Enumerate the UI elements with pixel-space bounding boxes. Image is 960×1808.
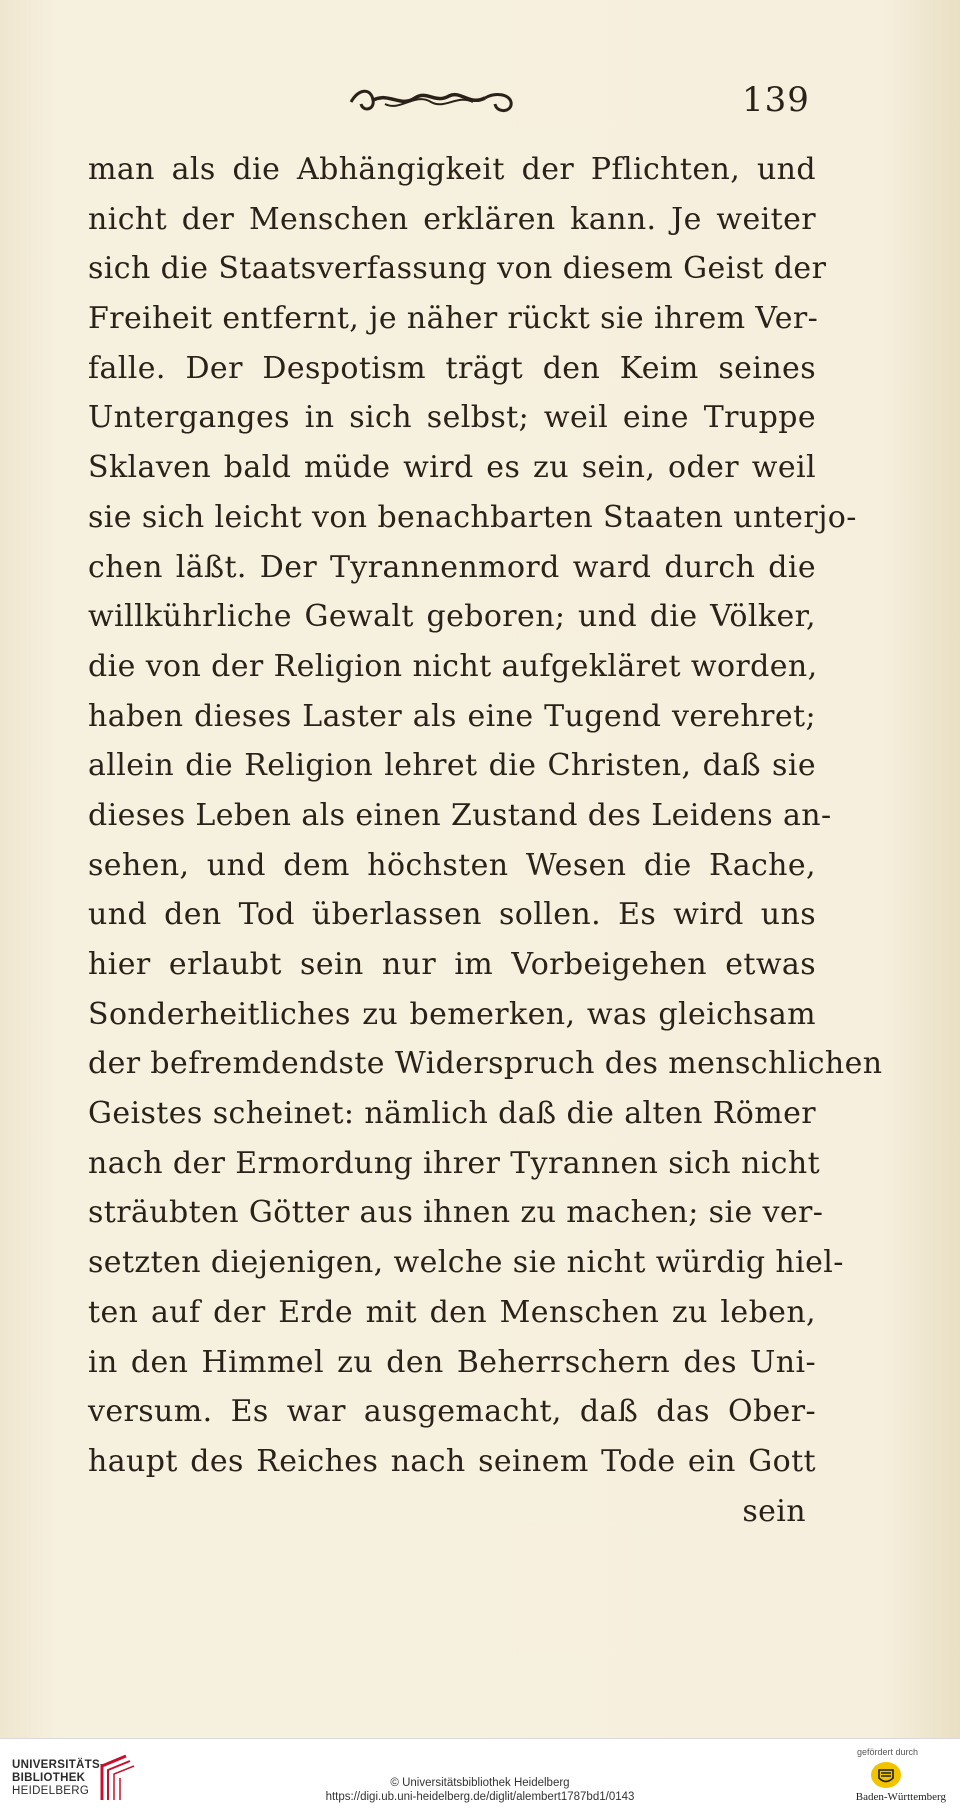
text-line: die von der Religion nicht aufgekläret worden, (88, 648, 818, 684)
text-line: sie sich leicht von benachbarten Staaten unterjo- (88, 499, 857, 535)
text-line: dieses Leben als einen Zustand des Leidens an- (88, 797, 832, 833)
copyright-notice: © Universitätsbibliothek Heidelberg (390, 1777, 570, 1789)
text-line: allein die Religion lehret die Christen, daß sie (88, 748, 816, 784)
text-line: Sklaven bald müde wird es zu sein, oder weil (88, 450, 816, 486)
text-line: Geistes scheinet: nämlich daß die alten Römer (88, 1096, 816, 1132)
catchword: sein (742, 1493, 806, 1529)
text-line: falle. Der Despotism trägt den Keim seines (88, 350, 816, 386)
text-line: nicht der Menschen erklären kann. Je weiter (88, 201, 816, 237)
text-line: Sonderheitliches zu bemerken, was gleichsam (88, 996, 816, 1032)
library-name-line: BIBLIOTHEK (12, 1772, 86, 1784)
text-line: haben dieses Laster als eine Tugend verehret; (88, 698, 816, 734)
text-line: sich die Staatsverfassung von diesem Geist der (88, 251, 827, 287)
text-line: und den Tod überlassen sollen. Es wird uns (88, 897, 816, 933)
text-line: willkührliche Gewalt geboren; und die Völker, (88, 599, 816, 635)
text-line: nach der Ermordung ihrer Tyrannen sich nicht (88, 1145, 821, 1181)
permalink-url[interactable]: https://digi.ub.uni-heidelberg.de/diglit/alembert1787bd1/0143 (325, 1791, 635, 1803)
text-line: chen läßt. Der Tyrannenmord ward durch die (88, 549, 816, 585)
page-header (0, 78, 960, 128)
text-line: versum. Es war ausgemacht, daß das Ober- (88, 1394, 816, 1430)
text-line: haupt des Reiches nach seinem Tode ein Gott (88, 1443, 816, 1479)
viewer-footer (0, 1738, 960, 1808)
funder-name: Baden-Württemberg (855, 1791, 946, 1803)
ornament-rule (345, 82, 520, 118)
text-line: sehen, und dem höchsten Wesen die Rache, (88, 847, 816, 883)
text-line: Freiheit entfernt, je näher rückt sie ihrem Ver- (88, 301, 819, 337)
funded-by-label: gefördert durch (856, 1747, 918, 1757)
library-name-line: UNIVERSITÄTS- (12, 1759, 105, 1771)
text-line: hier erlaubt sein nur im Vorbeigehen etwas (88, 947, 816, 982)
text-line: setzten diejenigen, welche sie nicht würdig hiel- (88, 1245, 844, 1281)
text-line: sträubten Götter aus ihnen zu machen; sie ver- (88, 1195, 824, 1231)
page-number: 139 (742, 80, 810, 120)
text-line: Unterganges in sich selbst; weil eine Truppe (88, 400, 816, 436)
text-line: man als die Abhängigkeit der Pflichten, und (88, 152, 816, 187)
body-text (88, 145, 883, 1536)
text-line: der befremdendste Widerspruch des menschlichen (88, 1046, 883, 1082)
state-crest-icon (870, 1761, 902, 1789)
library-name-line: HEIDELBERG (12, 1785, 90, 1797)
text-line: ten auf der Erde mit den Menschen zu leben, (88, 1294, 816, 1330)
text-line: in den Himmel zu den Beherrschern des Uni- (88, 1344, 816, 1380)
